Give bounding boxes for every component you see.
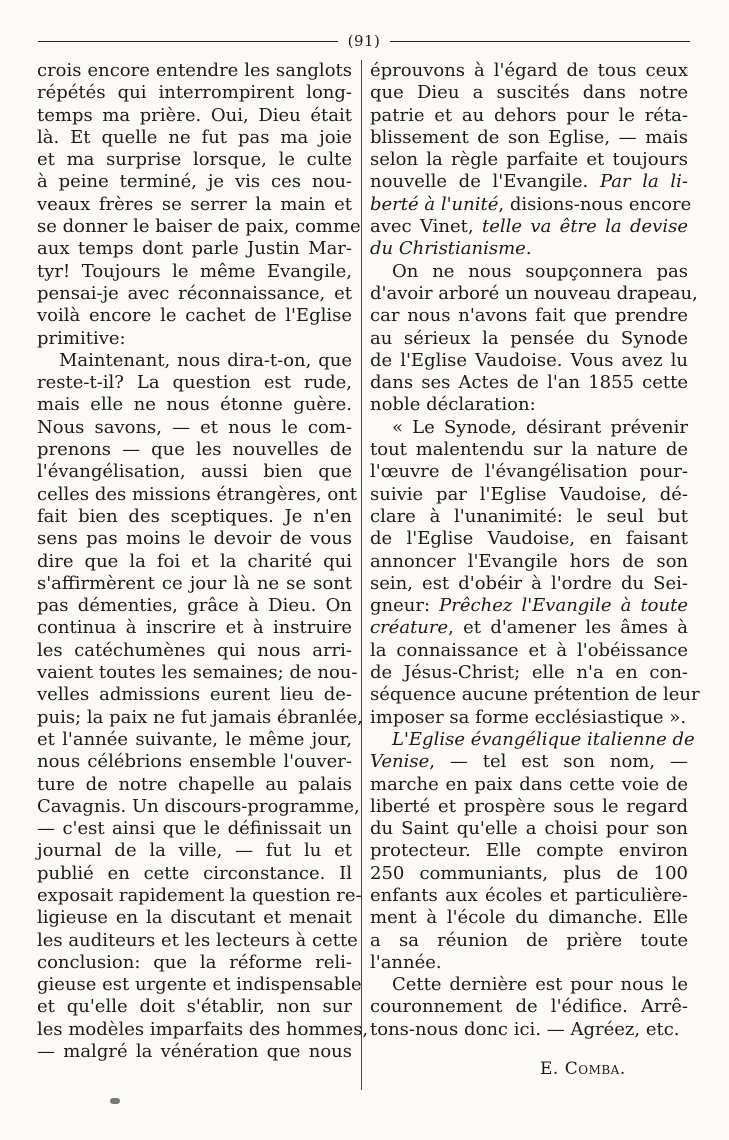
italic-text: Prêchez l'Evangile à toute <box>439 595 688 617</box>
right-column-line: annoncer l'Evangile hors de son <box>370 550 688 572</box>
left-column-line: prenons — que les nouvelles de <box>37 439 352 461</box>
left-column-line: conclusion: que la réforme reli- <box>37 951 352 973</box>
left-column-line: journal de la ville, — fut lu et <box>37 840 352 862</box>
right-column-line: imposer sa forme ecclésiastique ». <box>370 706 687 728</box>
left-column <box>37 60 369 1063</box>
right-column-line: patrie et au dehors pour le réta- <box>370 104 688 126</box>
left-column-line: veaux frères se serrer la main et <box>37 193 352 215</box>
left-column-line: pas démenties, grâce à Dieu. On <box>37 595 352 617</box>
text-segment: gneur: <box>370 595 440 617</box>
left-column-line: s'affirmèrent ce jour là ne se sont <box>37 572 352 594</box>
right-column-line: liberté et prospère sous le regard <box>370 795 688 817</box>
left-column-line: reste-t-il? La question est rude, <box>37 372 352 394</box>
right-column-line: « Le Synode, désirant prévenir <box>392 416 688 438</box>
left-column-line: puis; la paix ne fut jamais ébranlée, <box>37 706 363 728</box>
italic-text: Par la li- <box>599 171 688 193</box>
right-column-line: suivie par l'Eglise Vaudoise, dé- <box>370 483 688 505</box>
left-column-line: Nous savons, — et nous le com- <box>37 416 352 438</box>
left-column-line: là. Et quelle ne fut pas ma joie <box>37 126 352 148</box>
left-column-line: ligieuse en la discutant et menait <box>37 907 352 929</box>
right-column-line <box>370 728 695 751</box>
right-column-line: de l'Eglise Vaudoise. Vous avez lu <box>370 349 688 371</box>
column-divider <box>361 60 362 1090</box>
page-header <box>38 30 690 52</box>
left-column-line: celles des missions étrangères, ont <box>37 483 358 505</box>
left-column-line: aux temps dont parle Justin Mar- <box>37 238 352 260</box>
left-column-line: exposait rapidement la question re- <box>37 884 362 906</box>
text-segment: nouvelle de l'Evangile. <box>370 171 600 193</box>
page-number: (91) <box>347 32 381 50</box>
left-column-line: vaient toutes les semaines; de nou- <box>37 662 358 684</box>
left-column-line: gieuse est urgente et indispensable <box>37 974 362 996</box>
right-column-line: blissement de son Eglise, — mais <box>370 126 688 148</box>
right-column-line: l'œuvre de l'évangélisation pour- <box>370 461 688 483</box>
right-column-line: de l'Eglise Vaudoise, en faisant <box>370 528 688 550</box>
right-column-line <box>370 617 688 639</box>
italic-text: du Christianisme <box>370 238 526 260</box>
text-segment: . <box>525 238 532 260</box>
signature: E. Comba. <box>540 1059 626 1079</box>
text-segment: , disions-nous encore <box>498 193 692 215</box>
right-column-line: tout malentendu sur la nature de <box>370 439 688 461</box>
right-column-line: éprouvons à l'égard de tous ceux <box>370 60 688 81</box>
text-segment: avec Vinet, <box>370 216 482 238</box>
right-column-line <box>370 216 688 238</box>
right-column-line: du Saint qu'elle a choisi pour son <box>370 818 688 840</box>
left-column-line: et qu'elle doit s'établir, non sur <box>37 996 352 1018</box>
right-column-line: que Dieu a suscités dans notre <box>370 82 688 104</box>
left-column-line: tyr! Toujours le même Evangile, <box>37 260 352 282</box>
left-column-line: publié en cette circonstance. Il <box>37 862 352 884</box>
ink-mark <box>110 1098 120 1104</box>
left-column-line: et ma surprise lorsque, le culte <box>37 149 352 171</box>
italic-text: Venise <box>370 751 430 773</box>
left-column-line: nous célébrions ensemble l'ouver- <box>37 751 352 773</box>
italic-text: créature <box>370 617 449 639</box>
left-column-line: sens pas moins le devoir de vous <box>37 528 352 550</box>
left-column-line: — c'est ainsi que le définissait un <box>37 818 352 840</box>
left-column-line: les modèles imparfaits des hommes, <box>37 1018 369 1040</box>
right-column-line: Cette dernière est pour nous le <box>392 974 688 996</box>
right-column-line: noble déclaration: <box>370 394 536 416</box>
left-column-line: et l'année suivante, le même jour, <box>37 728 352 750</box>
left-column-line: continua à inscrire et à instruire <box>37 617 352 639</box>
right-column-line: ment à l'école du dimanche. Elle <box>370 907 688 929</box>
left-column-line: mais elle ne nous étonne guère. <box>37 394 352 416</box>
right-column-line: a sa réunion de prière toute <box>370 929 688 951</box>
right-column-line: l'année. <box>370 951 442 973</box>
text-segment: , — tel est son nom, — <box>429 751 688 773</box>
right-column-line <box>370 171 688 193</box>
left-column-line: — malgré la vénération que nous <box>37 1041 352 1063</box>
right-column-line <box>370 595 688 617</box>
right-column-line: dans ses Actes de l'an 1855 cette <box>370 372 688 394</box>
right-column-line: séquence aucune prétention de leur <box>370 684 700 706</box>
italic-text: berté à l'unité <box>370 193 499 215</box>
right-column-line: On ne nous soupçonnera pas <box>392 260 688 282</box>
right-column-line <box>370 238 688 260</box>
right-column-line: marche en paix dans cette voie de <box>370 773 688 795</box>
right-column <box>370 60 700 1041</box>
right-column-line <box>370 193 692 216</box>
left-column-line: les catéchumènes qui nous arri- <box>37 639 352 661</box>
left-column-line: temps ma prière. Oui, Dieu était <box>37 104 352 126</box>
right-column-line: couronnement de l'édifice. Arrê- <box>370 996 688 1018</box>
italic-text: telle va être la devise <box>482 216 689 238</box>
left-column-line: Maintenant, nous dira-t-on, que <box>59 349 352 371</box>
left-column-line: voilà encore le cachet de l'Eglise <box>37 305 352 327</box>
right-column-line: clare à l'unanimité: le seul but <box>370 505 688 527</box>
right-column-line <box>370 751 688 773</box>
left-column-line: fait bien des sceptiques. Je n'en <box>37 505 352 527</box>
right-column-line: protecteur. Elle compte environ <box>370 840 688 862</box>
right-column-line: de Jésus-Christ; elle n'a en con- <box>370 662 688 684</box>
left-column-line: les auditeurs et les lecteurs à cette <box>37 929 358 951</box>
left-column-line: pensai-je avec réconnaissance, et <box>37 282 352 304</box>
right-column-line: 250 communiants, plus de 100 <box>370 862 688 884</box>
italic-text: L'Eglise évangélique italienne de <box>392 728 695 750</box>
right-column-line: au sérieux la pensée du Synode <box>370 327 688 349</box>
right-column-line: enfants aux écoles et particulière- <box>370 884 688 906</box>
text-segment: , et d'amener les âmes à <box>448 617 688 639</box>
right-column-line: car nous n'avons fait que prendre <box>370 305 688 327</box>
left-column-line: crois encore entendre les sanglots <box>37 60 352 81</box>
left-column-line: primitive: <box>37 327 126 349</box>
right-column-line: d'avoir arboré un nouveau drapeau, <box>370 282 698 304</box>
left-column-line: Cavagnis. Un discours-programme, <box>37 795 360 817</box>
header-rule-right <box>390 41 690 42</box>
right-column-line: selon la règle parfaite et toujours <box>370 149 688 171</box>
left-column-line: se donner le baiser de paix, comme <box>37 216 361 238</box>
right-column-line: sein, est d'obéir à l'ordre du Sei- <box>370 572 688 594</box>
left-column-line: l'évangélisation, aussi bien que <box>37 461 352 483</box>
left-column-line: répétés qui interrompirent long- <box>37 82 352 104</box>
right-column-line: la connaissance et à l'obéissance <box>370 639 688 661</box>
left-column-line: ture de notre chapelle au palais <box>37 773 352 795</box>
left-column-line: velles admissions eurent lieu de- <box>37 684 352 706</box>
left-column-line: à peine terminé, je vis ces nou- <box>37 171 352 193</box>
left-column-line: dire que la foi et la charité qui <box>37 550 352 572</box>
right-column-line: tons-nous donc ici. — Agréez, etc. <box>370 1018 680 1040</box>
